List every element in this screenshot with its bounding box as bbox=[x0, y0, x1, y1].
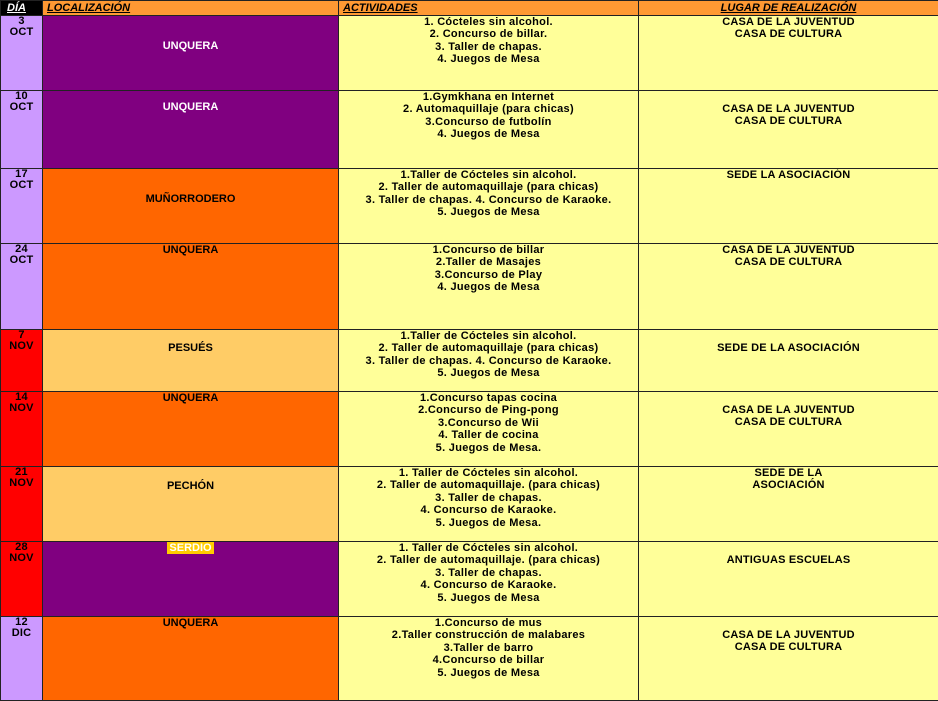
activity-item: 5. Juegos de Mesa bbox=[339, 592, 638, 604]
activity-item: 3. Taller de chapas. 4. Concurso de Karaoke. bbox=[339, 194, 638, 206]
place-cell bbox=[639, 16, 938, 91]
activity-item: 3.Taller de barro bbox=[339, 642, 638, 654]
place-line: CASA DE CULTURA bbox=[639, 115, 938, 127]
activity-item: 4.Concurso de billar bbox=[339, 654, 638, 666]
day-cell bbox=[1, 16, 43, 91]
location-cell bbox=[43, 16, 339, 91]
day-cell bbox=[1, 244, 43, 330]
activity-item: 1.Concurso de mus bbox=[339, 617, 638, 629]
location-name: SERDIO bbox=[167, 542, 213, 554]
day-number: 12 bbox=[1, 617, 42, 628]
table-row bbox=[1, 467, 938, 542]
activity-item: 3. Taller de chapas. bbox=[339, 492, 638, 504]
activity-item: 4. Juegos de Mesa bbox=[339, 281, 638, 293]
location-cell bbox=[43, 542, 339, 617]
place-cell bbox=[639, 91, 938, 169]
activity-item: 2. Taller de automaquillaje. (para chicas) bbox=[339, 479, 638, 491]
day-month: NOV bbox=[1, 478, 42, 489]
header-row bbox=[1, 1, 938, 16]
location-name: MUÑORRODERO bbox=[43, 169, 338, 205]
activity-item: 3.Concurso de futbolín bbox=[339, 116, 638, 128]
activity-item: 2. Taller de automaquillaje. (para chicas) bbox=[339, 554, 638, 566]
place-line: CASA DE CULTURA bbox=[639, 416, 938, 428]
activity-item: 5. Juegos de Mesa. bbox=[339, 517, 638, 529]
place-line: CASA DE LA JUVENTUD bbox=[639, 404, 938, 416]
day-number: 7 bbox=[1, 330, 42, 341]
day-number: 3 bbox=[1, 16, 42, 27]
place-cell bbox=[639, 542, 938, 617]
activities-cell bbox=[339, 542, 639, 617]
day-number: 21 bbox=[1, 467, 42, 478]
day-number: 28 bbox=[1, 542, 42, 553]
day-number: 10 bbox=[1, 91, 42, 102]
table-row bbox=[1, 91, 938, 169]
place-cell bbox=[639, 169, 938, 244]
table-row bbox=[1, 542, 938, 617]
place-line: SEDE DE LA ASOCIACIÓN bbox=[639, 342, 938, 354]
activities-cell bbox=[339, 16, 639, 91]
location-cell bbox=[43, 244, 339, 330]
day-cell bbox=[1, 91, 43, 169]
activity-item: 1.Concurso de billar bbox=[339, 244, 638, 256]
activity-item: 1. Taller de Cócteles sin alcohol. bbox=[339, 542, 638, 554]
place-line: CASA DE LA JUVENTUD bbox=[639, 103, 938, 115]
location-cell bbox=[43, 91, 339, 169]
table-row bbox=[1, 16, 938, 91]
day-month: OCT bbox=[1, 102, 42, 113]
place-line: ASOCIACIÓN bbox=[639, 479, 938, 491]
day-month: DIC bbox=[1, 628, 42, 639]
day-cell bbox=[1, 542, 43, 617]
table-row bbox=[1, 169, 938, 244]
location-name: UNQUERA bbox=[43, 244, 338, 256]
location-cell bbox=[43, 169, 339, 244]
place-line: CASA DE LA JUVENTUD bbox=[639, 629, 938, 641]
place-cell bbox=[639, 244, 938, 330]
day-month: OCT bbox=[1, 27, 42, 38]
activity-item: 1.Gymkhana en Internet bbox=[339, 91, 638, 103]
day-cell bbox=[1, 467, 43, 542]
place-line: CASA DE CULTURA bbox=[639, 641, 938, 653]
table-row bbox=[1, 330, 938, 392]
day-cell bbox=[1, 617, 43, 701]
activities-cell bbox=[339, 330, 639, 392]
activities-cell bbox=[339, 91, 639, 169]
location-cell bbox=[43, 392, 339, 467]
table-row bbox=[1, 392, 938, 467]
header-lugar: LUGAR DE REALIZACIÓN bbox=[639, 1, 938, 16]
activity-item: 3.Concurso de Wii bbox=[339, 417, 638, 429]
activities-cell bbox=[339, 244, 639, 330]
activity-item: 2. Taller de automaquillaje (para chicas) bbox=[339, 181, 638, 193]
place-line: CASA DE CULTURA bbox=[639, 256, 938, 268]
place-cell bbox=[639, 467, 938, 542]
activity-item: 3.Concurso de Play bbox=[339, 269, 638, 281]
activities-cell bbox=[339, 617, 639, 701]
activities-cell bbox=[339, 467, 639, 542]
day-number: 24 bbox=[1, 244, 42, 255]
activity-item: 5. Juegos de Mesa bbox=[339, 367, 638, 379]
day-number: 14 bbox=[1, 392, 42, 403]
table-row bbox=[1, 244, 938, 330]
day-month: OCT bbox=[1, 180, 42, 191]
activity-item: 1. Taller de Cócteles sin alcohol. bbox=[339, 467, 638, 479]
place-line: SEDE DE LA bbox=[639, 467, 938, 479]
activity-item: 2.Concurso de Ping-pong bbox=[339, 404, 638, 416]
day-cell bbox=[1, 169, 43, 244]
place-line: CASA DE LA JUVENTUD bbox=[639, 244, 938, 256]
place-line: ANTIGUAS ESCUELAS bbox=[639, 554, 938, 566]
location-name: UNQUERA bbox=[43, 91, 338, 113]
place-line: CASA DE CULTURA bbox=[639, 28, 938, 40]
table-row bbox=[1, 617, 938, 701]
activities-cell bbox=[339, 392, 639, 467]
place-line: SEDE LA ASOCIACIÓN bbox=[639, 169, 938, 181]
activity-item: 2. Automaquillaje (para chicas) bbox=[339, 103, 638, 115]
place-cell bbox=[639, 392, 938, 467]
activity-item: 2. Taller de automaquillaje (para chicas) bbox=[339, 342, 638, 354]
location-name: PECHÓN bbox=[43, 467, 338, 492]
activity-item: 2.Taller de Masajes bbox=[339, 256, 638, 268]
activity-item: 3. Taller de chapas. bbox=[339, 41, 638, 53]
day-month: OCT bbox=[1, 255, 42, 266]
activity-item: 5. Juegos de Mesa bbox=[339, 667, 638, 679]
activity-item: 1. Cócteles sin alcohol. bbox=[339, 16, 638, 28]
location-cell bbox=[43, 330, 339, 392]
header-dia: DÍA bbox=[1, 1, 43, 16]
place-cell bbox=[639, 617, 938, 701]
header-localizacion: LOCALIZACIÓN bbox=[43, 1, 339, 16]
activity-item: 5. Juegos de Mesa bbox=[339, 206, 638, 218]
activity-item: 4. Concurso de Karaoke. bbox=[339, 579, 638, 591]
day-month: NOV bbox=[1, 553, 42, 564]
day-cell bbox=[1, 330, 43, 392]
activity-item: 1.Concurso tapas cocina bbox=[339, 392, 638, 404]
header-actividades: ACTIVIDADES bbox=[339, 1, 639, 16]
place-line: CASA DE LA JUVENTUD bbox=[639, 16, 938, 28]
activity-item: 4. Concurso de Karaoke. bbox=[339, 504, 638, 516]
activity-item: 3. Taller de chapas. bbox=[339, 567, 638, 579]
activity-item: 3. Taller de chapas. 4. Concurso de Karaoke. bbox=[339, 355, 638, 367]
activity-item: 1.Taller de Cócteles sin alcohol. bbox=[339, 330, 638, 342]
location-name: UNQUERA bbox=[43, 617, 338, 629]
day-month: NOV bbox=[1, 403, 42, 414]
activity-item: 2.Taller construcción de malabares bbox=[339, 629, 638, 641]
activity-item: 1.Taller de Cócteles sin alcohol. bbox=[339, 169, 638, 181]
day-month: NOV bbox=[1, 341, 42, 352]
location-cell bbox=[43, 467, 339, 542]
day-number: 17 bbox=[1, 169, 42, 180]
location-cell bbox=[43, 617, 339, 701]
activity-item: 4. Juegos de Mesa bbox=[339, 53, 638, 65]
activity-item: 4. Juegos de Mesa bbox=[339, 128, 638, 140]
place-cell bbox=[639, 330, 938, 392]
day-cell bbox=[1, 392, 43, 467]
activity-item: 4. Taller de cocina bbox=[339, 429, 638, 441]
activity-item: 5. Juegos de Mesa. bbox=[339, 442, 638, 454]
location-name: UNQUERA bbox=[43, 16, 338, 52]
location-name: UNQUERA bbox=[43, 392, 338, 404]
location-name: PESUÉS bbox=[43, 330, 338, 354]
activity-item: 2. Concurso de billar. bbox=[339, 28, 638, 40]
activities-cell bbox=[339, 169, 639, 244]
